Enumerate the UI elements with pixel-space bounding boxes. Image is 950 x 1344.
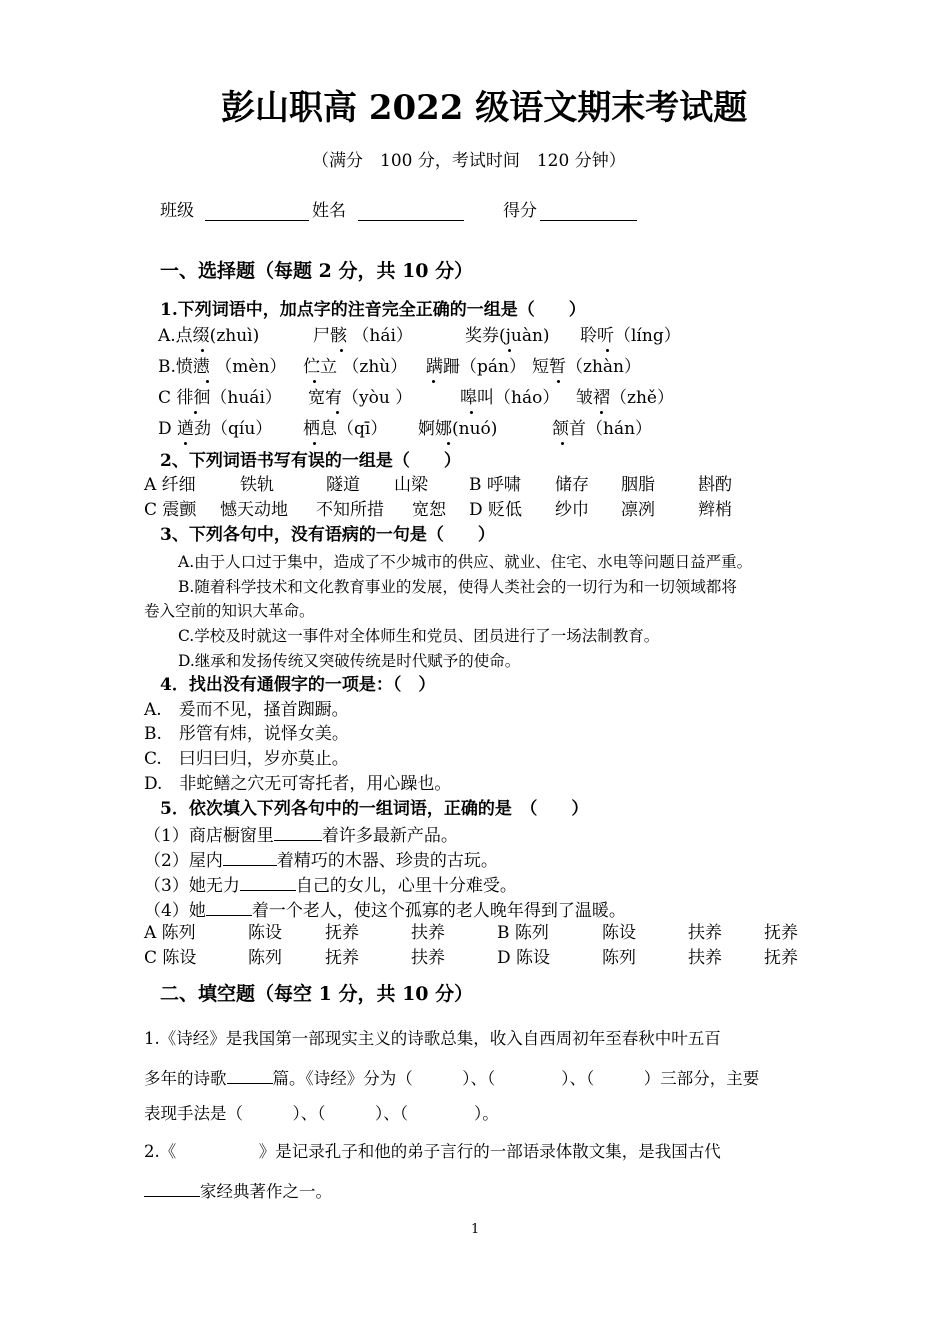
class-label: 班级 xyxy=(160,201,194,221)
q4-stem: 4．找出没有通假字的一项是：（ ） xyxy=(160,675,436,695)
answer-blank[interactable] xyxy=(227,1067,273,1084)
section1-heading: 一、选择题（每题 2 分，共 10 分） xyxy=(160,260,474,282)
fill-q2-line1: 2.《 》是记录孔子和他的弟子言行的一部语录体散文集，是我国古代 xyxy=(144,1142,721,1161)
q3-option-c: C.学校及时就这一事件对全体师生和党员、团员进行了一场法制教育。 xyxy=(178,627,660,645)
fill-q1-line1: 1.《诗经》是我国第一部现实主义的诗歌总集，收入自西周初年至春秋中叶五百 xyxy=(144,1029,721,1048)
answer-blank[interactable] xyxy=(274,824,322,841)
q3-option-b: B.随着科学技术和文化教育事业的发展，使得人类社会的一切行为和一切领域都将 xyxy=(178,578,737,596)
q4-option-c: C. 曰归曰归，岁亦莫止。 xyxy=(144,749,349,769)
q5-sentence-3: （3）她无力 自己的女儿，心里十分难受。 xyxy=(144,876,517,896)
answer-blank[interactable] xyxy=(223,849,277,866)
fill-q1-line2: 多年的诗歌 篇。《诗经》分为（ ）、（ ）、（ ）三部分，主要 xyxy=(144,1069,760,1088)
fill-q1-line3: 表现手法是（ ）、（ ）、（ ）。 xyxy=(144,1104,499,1123)
q3-stem: 3、下列各句中，没有语病的一句是（ ） xyxy=(160,525,495,545)
q5-sentence-1: （1）商店橱窗里 着许多最新产品。 xyxy=(144,826,458,846)
fill-q2-line2: 家经典著作之一。 xyxy=(144,1180,332,1202)
q1-stem: 1.下列词语中，加点字的注音完全正确的一组是（ ） xyxy=(160,300,586,320)
q5-sentence-2: （2）屋内 着精巧的木器、珍贵的古玩。 xyxy=(144,851,498,871)
section2-heading: 二、填空题（每空 1 分，共 10 分） xyxy=(160,983,474,1005)
score-field[interactable] xyxy=(540,204,637,221)
q3-option-a: A.由于人口过于集中，造成了不少城市的供应、就业、住宅、水电等问题日益严重。 xyxy=(178,553,753,571)
answer-blank[interactable] xyxy=(144,1180,200,1197)
q4-option-a: A. 爰而不见，搔首踟蹰。 xyxy=(144,700,349,720)
name-label: 姓名 xyxy=(312,201,346,221)
name-field[interactable] xyxy=(358,204,464,221)
exam-title: 彭山职高 2022 级语文期末考试题 xyxy=(221,88,748,128)
answer-blank[interactable] xyxy=(240,874,296,891)
exam-subtitle: （满分 100 分，考试时间 120 分钟） xyxy=(312,151,626,171)
q3-option-b-cont: 卷入空前的知识大革命。 xyxy=(144,602,315,620)
page-number: 1 xyxy=(471,1222,480,1237)
class-field[interactable] xyxy=(205,204,309,221)
answer-blank[interactable] xyxy=(206,899,252,916)
q4-option-b: B. 彤管有炜，说怿女美。 xyxy=(144,724,349,744)
q3-option-d: D.继承和发扬传统又突破传统是时代赋予的使命。 xyxy=(178,652,521,670)
q2-stem: 2、下列词语书写有误的一组是（ ） xyxy=(160,451,461,471)
q5-stem: 5．依次填入下列各句中的一组词语，正确的是 （ ） xyxy=(160,799,589,819)
q5-sentence-4: （4）她 着一个老人，使这个孤寡的老人晚年得到了温暖。 xyxy=(144,901,626,921)
score-label: 得分 xyxy=(503,201,537,221)
exam-page: 彭山职高 2022 级语文期末考试题 （满分 100 分，考试时间 120 分钟） 班级 姓名 得分 一、选择题（每题 2 分，共 10 分） 1.下列词语中，加点字的注音完全正确的一组是（ ） A.点缀(zhuì) 尸骸 （hái） 奖券(juàn) 聆听（líng） B.愤懑 （mèn） 伫立 （zhù） 蹒跚（pán） 短暂（zhàn） C 徘徊（huái） 宽宥（yòu ） 嗥叫（háo） 皱褶（zhě） D 遒劲（qíu） 栖息（qī） 婀娜(nuó) 颔首（hán） 2、下列词语书写有误的一组是（ ） A 纤细 铁轨 隧道 山梁 B 呼啸 储存 胭脂 斟酌 C 震颤 憾天动地 不知所措 宽恕 D 贬低 纱巾 凛冽 辫梢 3、下列各句中，没有语病的一句是（ ） A.由于人口过于集中，造成了不少城市的供应、就业、住宅、水电等问题日益严重。 B.随着科学技术和文化教育事业的发展，使得人类社会的一切行为和一切领域都将 卷入空前的知识大革命。 C.学校及时就这一事件对全体师生和党员、团员进行了一场法制教育。 D.继承和发扬传统又突破传统是时代赋予的使命。 4．找出没有通假字的一项是：（ ） A. 爰而不见，搔首踟蹰。 B. 彤管有炜，说怿女美。 C. 曰归曰归，岁亦莫止。 D. 非蛇鳝之穴无可寄托者，用心躁也。 5．依次填入下列各句中的一组词语，正确的是 （ ） （1）商店橱窗里 着许多最新产品。 （2）屋内 着精巧的木器、珍贵的古玩。 （3）她无力 自己的女儿，心里十分难受。 （4）她 着一个老人，使这个孤寡的老人晚年得到了温暖。 A 陈列 陈设 抚养 扶养 B 陈列 陈设 扶养 抚养 C 陈设 陈列 抚养 扶养 D 陈设 陈列 扶养 抚养 二、填空题（每空 1 分，共 10 分） 1.《诗经》是我国第一部现实主义的诗歌总集，收入自西周初年至春秋中叶五百 多年的诗歌 篇。《诗经》分为（ ）、（ ）、（ ）三部分，主要 表现手法是（ ）、（ ）、（ ）。 2.《 》是记录孔子和他的弟子言行的一部语录体散文集，是我国古代 家经典著作之一。 1 xyxy=(0,0,950,1344)
q4-option-d: D. 非蛇鳝之穴无可寄托者，用心躁也。 xyxy=(144,774,452,794)
